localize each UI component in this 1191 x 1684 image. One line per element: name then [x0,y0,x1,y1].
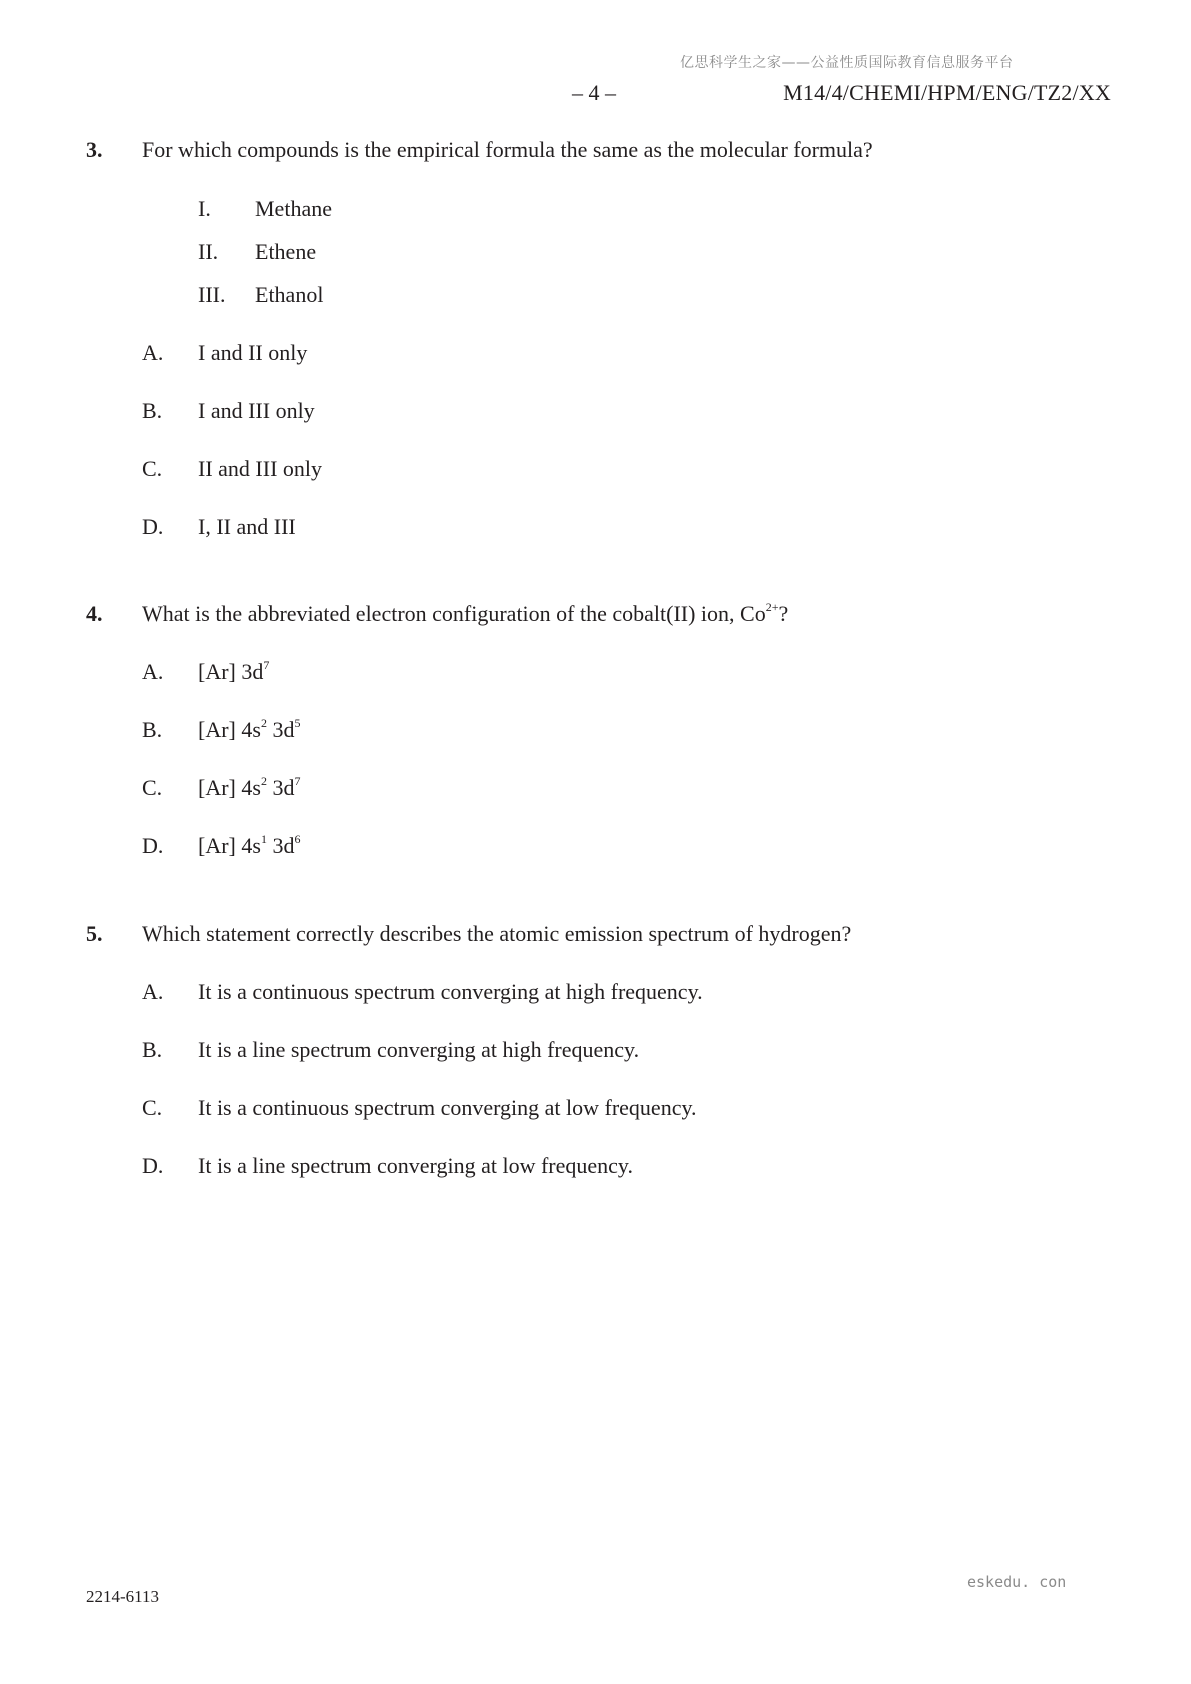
option-letter: A. [142,659,164,684]
statement-number: II. [198,239,219,264]
orbital: 4s [241,775,261,800]
statement-number: I. [198,196,211,221]
option-text [198,659,269,685]
electron-count: 5 [294,715,301,730]
question-text-main: What is the abbreviated electron configuration of the cobalt(II) ion, Co [142,601,766,626]
statement-number: III. [198,282,226,307]
statement-text: Ethanol [255,282,324,307]
option-text: It is a continuous spectrum converging at low frequency. [198,1095,697,1120]
electron-count: 1 [260,831,267,846]
orbital: 3d [272,775,295,800]
core-notation: [Ar] [198,833,236,858]
orbital: 4s [241,717,261,742]
option-letter: B. [142,717,163,742]
orbital: 4s [241,833,261,858]
orbital: 3d [272,717,295,742]
statement-text: Ethene [255,239,317,264]
option-letter: C. [142,1095,163,1120]
option-letter: D. [142,1153,164,1178]
option-letter: D. [142,833,164,858]
option-text: I and III only [198,398,315,423]
core-notation: [Ar] [198,775,236,800]
option-text [198,717,300,743]
question-mark: ? [778,601,789,626]
option-letter: B. [142,398,163,423]
electron-count: 2 [260,715,267,730]
question-text: For which compounds is the empirical formula the same as the molecular formula? [142,137,873,162]
option-text [198,833,300,859]
option-text: II and III only [198,456,323,481]
watermark-text: 亿思科学生之家——公益性质国际教育信息服务平台 [680,55,1014,71]
option-text: I, II and III [198,514,296,539]
page-number: – 4 – [572,80,616,105]
core-notation: [Ar] [198,659,236,684]
option-text [198,775,300,801]
core-notation: [Ar] [198,717,236,742]
option-letter: B. [142,1037,163,1062]
option-text: It is a line spectrum converging at high frequency. [198,1037,640,1062]
paper-code: M14/4/CHEMI/HPM/ENG/TZ2/XX [783,80,1111,105]
electron-count: 7 [263,657,270,672]
footer-paper-code: 2214-6113 [86,1587,160,1606]
question-number: 5. [86,921,103,946]
option-letter: C. [142,775,163,800]
question-number: 4. [86,601,103,626]
ion-charge: 2+ [765,599,779,614]
electron-count: 7 [294,773,301,788]
electron-count: 6 [294,831,301,846]
question-text [142,601,788,627]
electron-count: 2 [260,773,267,788]
option-letter: A. [142,340,164,365]
orbital: 3d [272,833,295,858]
question-number: 3. [86,137,103,162]
question-text: Which statement correctly describes the atomic emission spectrum of hydrogen? [142,921,852,946]
orbital: 3d [241,659,264,684]
option-text: It is a line spectrum converging at low frequency. [198,1153,633,1178]
option-text: I and II only [198,340,308,365]
option-letter: A. [142,979,164,1004]
statement-text: Methane [255,196,332,221]
option-text: It is a continuous spectrum converging at high frequency. [198,979,703,1004]
option-letter: D. [142,514,164,539]
footer-site-watermark: eskedu. con [967,1573,1067,1591]
option-letter: C. [142,456,163,481]
